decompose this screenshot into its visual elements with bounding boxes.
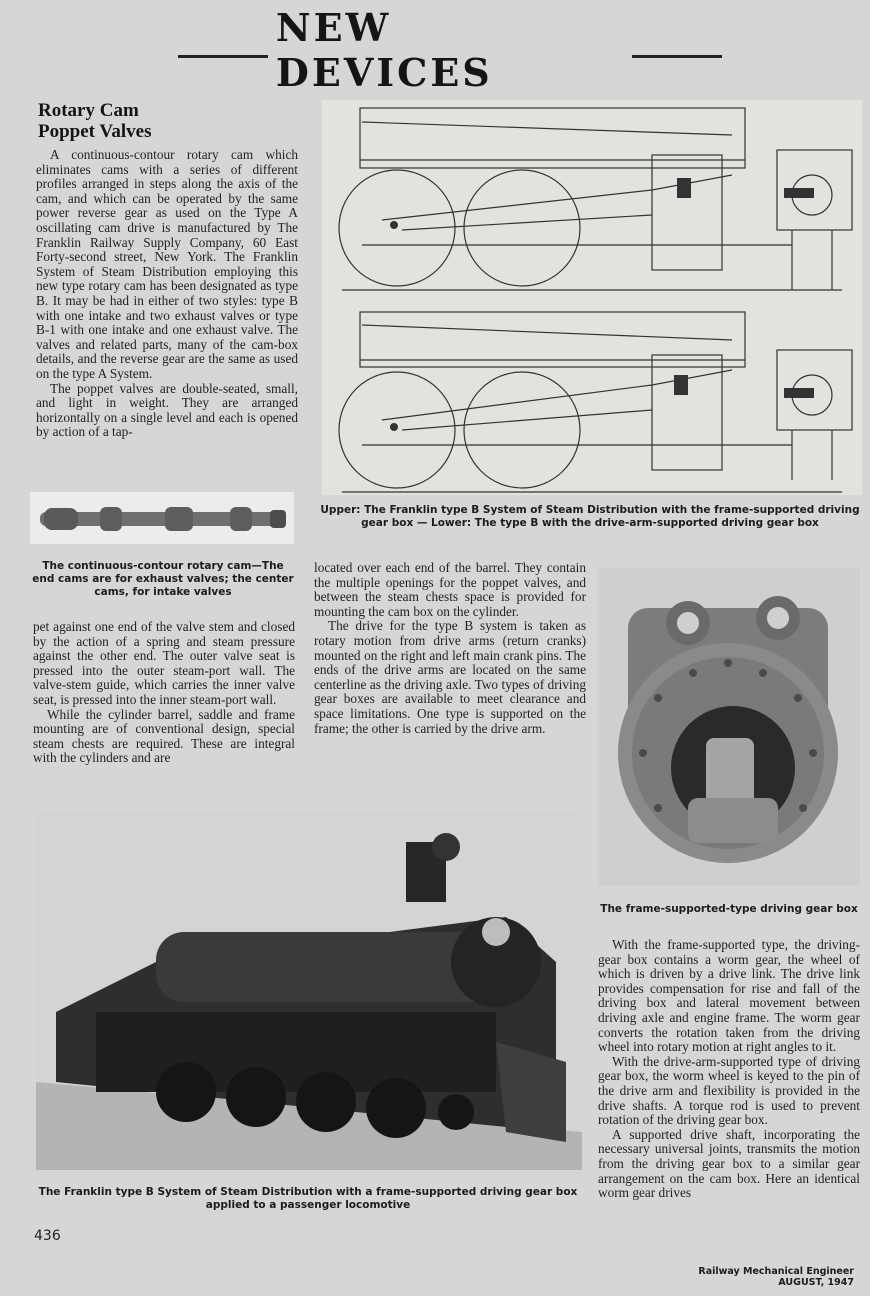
journal-footer — [698, 1266, 854, 1288]
locomotive-caption: The Franklin type B System of Steam Distribution with a frame-supported driving gear box applied to a passenger locomotive — [38, 1186, 578, 1211]
header-rule-right — [632, 55, 722, 58]
page-number: 436 — [34, 1228, 61, 1244]
rotary-cam-photo — [30, 492, 294, 544]
gearbox-caption: The frame-supported-type driving gear box — [600, 903, 858, 915]
section-title: NEW DEVICES — [275, 5, 493, 95]
paragraph: A continuous-contour rotary cam which eliminates cams with a series of different profiles arranged in steps along the axis of the cam, and which can be operated by the same power reverse gear as used on the Type A oscillating cam drive is manufactured by The Franklin Railway Supply Company, 60 East Forty-second street, New York. The Franklin System of Steam Distribution employing this new type rotary cam has been designated as type B. It may be had in either of two styles: type B with one intake and two exhaust valves or type B-1 with one intake and one exhaust valve. The valves and related parts, many of the cam-box details, and the reverse gear are the same as used on the type A System. — [36, 147, 298, 381]
paragraph: While the cylinder barrel, saddle and frame mounting are of conventional design, special steam chests are required. These are integral with the cylinders and are — [33, 706, 295, 766]
paragraph: With the frame-supported type, the driving-gear box contains a worm gear, the wheel of which is driven by a drive link. The drive link provides compensation for rise and fall of the driving box and lateral movement between driving axle and engine frame. The worm gear converts the rotation taken from the driving wheel into rotary motion at right angles to it. — [598, 937, 860, 1055]
paragraph: A supported drive shaft, incorporating the necessary universal joints, transmits the motion from the driving gear box to a similar gear arrangement on the cam box. Here an identical worm gear drives — [598, 1126, 860, 1201]
gearbox-image — [598, 568, 860, 886]
paragraph: located over each end of the barrel. They contain the multiple openings for the poppet valves, and between the steam chests space is provided for mounting the cam box on the cylinder. — [314, 560, 586, 619]
section-header — [170, 5, 730, 95]
issue-date: AUGUST, 1947 — [778, 1277, 854, 1288]
diagrams-caption: Upper: The Franklin type B System of Steam Distribution with the frame-supported driving gear box — Lower: The type B with the drive-arm-supported driving gear box — [320, 504, 860, 529]
paragraph: pet against one end of the valve stem and closed by the action of a spring and steam pressure against the other end. The outer valve seat is pressed into the outer steam-port wall. The valve-stem guide, which carries the inner valve seat, is pressed into the inner steam-port wall. — [33, 619, 295, 707]
valve-gear-diagrams — [322, 100, 862, 495]
column-3 — [598, 938, 860, 1201]
rotary-cam-image — [30, 492, 294, 544]
locomotive-image — [36, 812, 582, 1170]
cam-caption: The continuous-contour rotary cam—The end cams are for exhaust valves; the center cams, for intake valves — [32, 560, 294, 598]
article-title-line1: Rotary Cam — [38, 100, 139, 121]
article-title — [38, 100, 308, 142]
header-rule-left — [178, 55, 268, 58]
locomotive-photo — [36, 812, 582, 1170]
paragraph: The poppet valves are double-seated, small, and light in weight. They are arranged horizontally on a single level and each is opened by action of a tap- — [36, 380, 298, 440]
column-2 — [314, 561, 586, 736]
paragraph: With the drive-arm-supported type of driving gear box, the worm wheel is keyed to the pin of the drive arm and flexibility is provided in the drive shafts. A torque rod is used to prevent rotation of the driving gear box. — [598, 1053, 860, 1128]
column-1-bottom — [33, 620, 295, 766]
journal-name: Railway Mechanical Engineer — [698, 1266, 854, 1277]
article-title-line2: Poppet Valves — [38, 121, 152, 142]
schematic-drawings — [322, 100, 862, 495]
column-1-top — [36, 148, 298, 440]
gearbox-photo — [598, 568, 860, 886]
paragraph: The drive for the type B system is taken as rotary motion from drive arms (return cranks) mounted on the right and left main crank pins. The ends of the drive arms are located on the same centerline as the driving axle. Two types of driving gear boxes are available to meet clearance and space limitations. One type is supported on the frame; the other is carried by the drive arm. — [314, 618, 586, 736]
